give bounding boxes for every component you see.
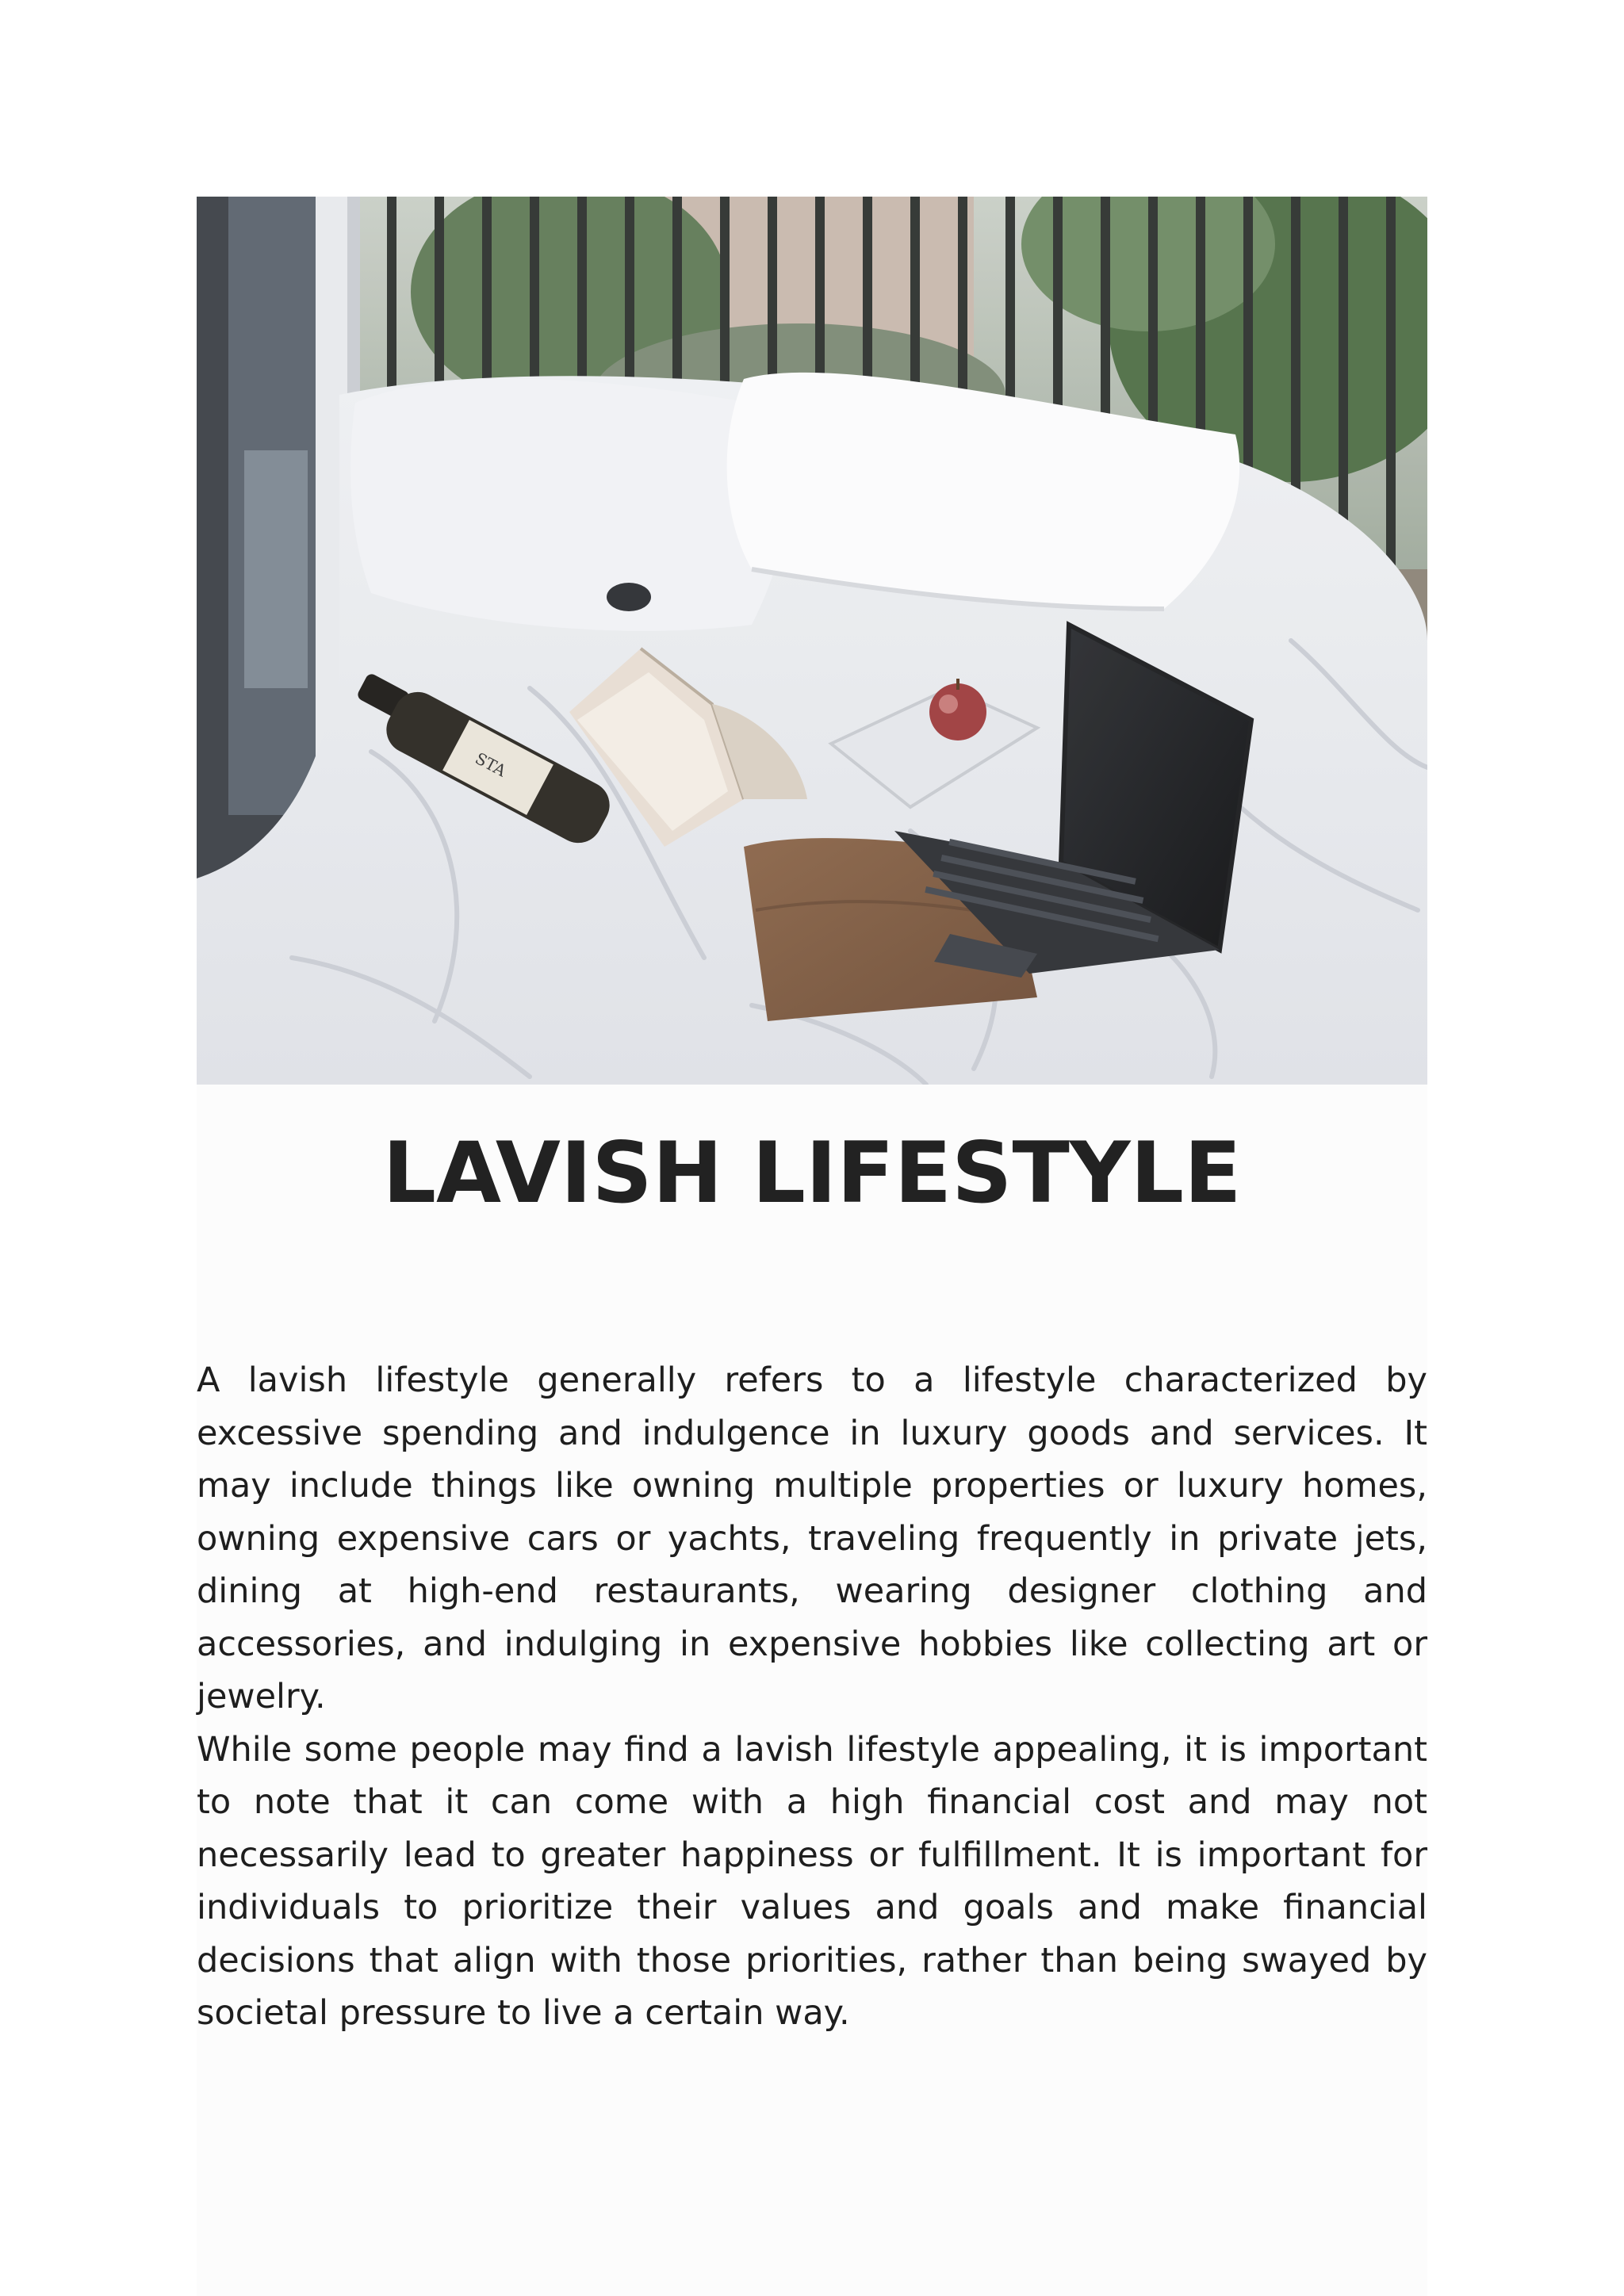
article-body — [197, 1354, 1427, 2040]
svg-text:STA: STA — [472, 748, 510, 781]
header-photo — [197, 197, 1427, 1085]
paragraph: A lavish lifestyle generally refers to a lifestyle characterized by excessive spending and indulgence in luxury goods and services. It may include things like owning multiple properties or luxury homes, owning expensive cars or yachts, traveling frequently in private jets, dining at high-end restaurants, wearing designer clothing and accessories, and indulging in expensive hobbies like collecting art or jewelry. — [197, 1360, 1427, 1716]
paragraph: While some people may find a lavish lifestyle appealing, it is important to note that it can come with a high financial cost and may not necessarily lead to greater happiness or fulfillment. It is important for individuals to prioritize their values and goals and make financial decisions that align with those priorities, rather than being swayed by societal pressure to live a certain way. — [197, 1729, 1427, 2033]
page-title: LAVISH LIFESTYLE — [382, 1124, 1242, 1222]
